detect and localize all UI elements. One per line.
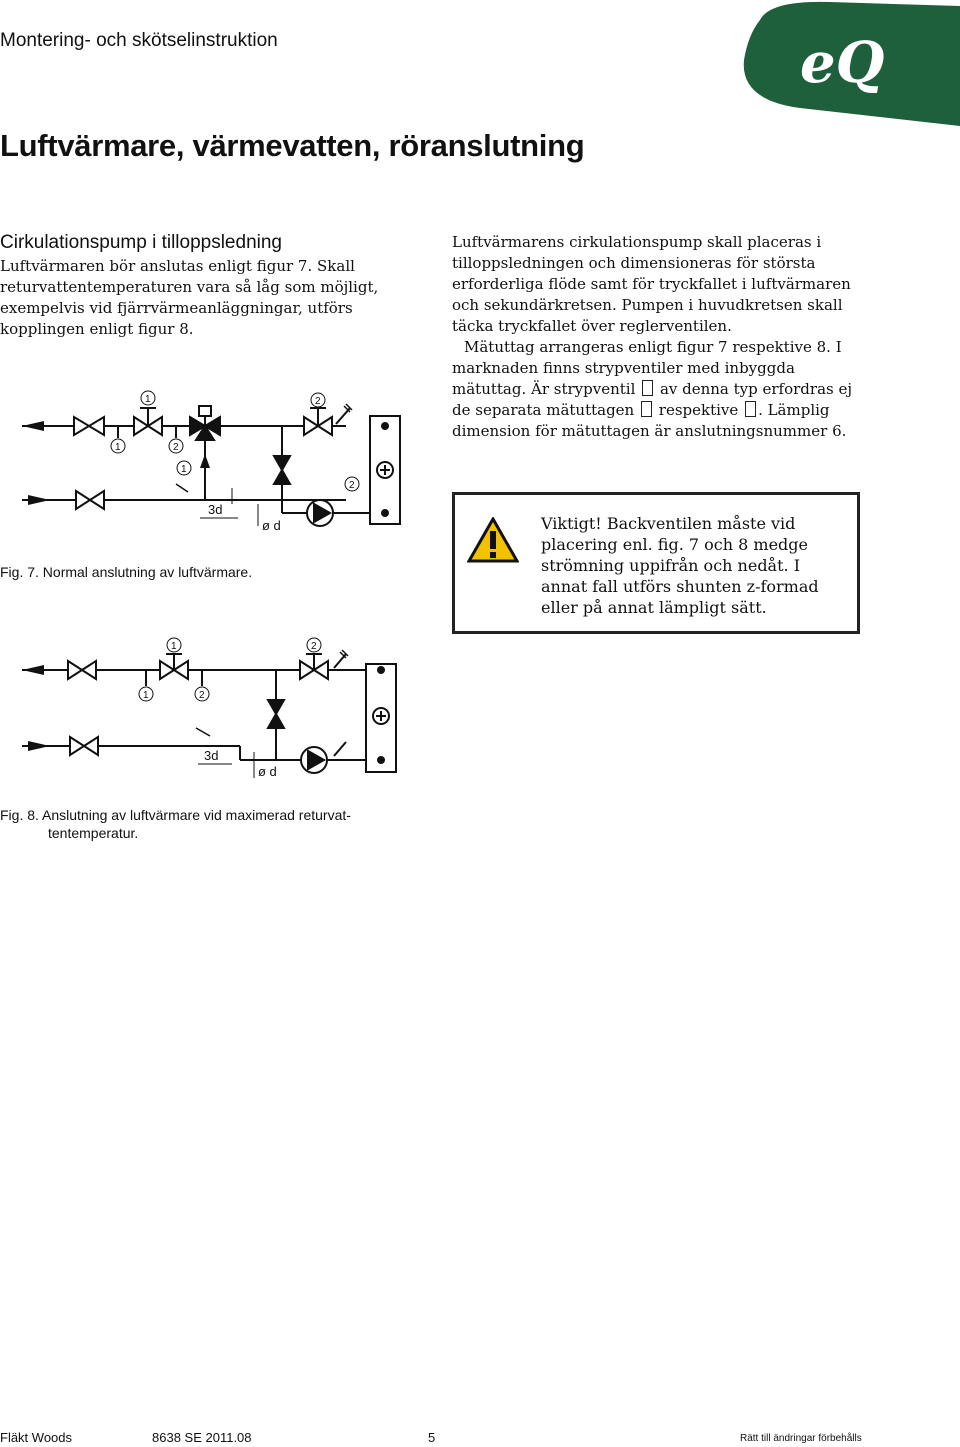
pump-paragraph: Luftvärmarens cirkulationspump skall placeras i tilloppsledningen och dimensioneras för största erforderliga flöde samt för tryckfallet i luftvärmaren och sekundärkretsen. Pumpen i huvudkretsen skall täcka tryckfallet över reglerventilen. (452, 233, 851, 335)
svg-text:1: 1 (145, 394, 151, 405)
reference-box-icon (745, 401, 756, 417)
left-column (0, 232, 410, 340)
footer-rights: Rätt till ändringar förbehålls (740, 1433, 862, 1444)
measurement-text-d: . Lämplig dimension för mätuttagen är anslutningsnummer 6. (452, 401, 847, 440)
right-column (452, 232, 858, 442)
fig8-caption-line1: Fig. 8. Anslutning av luftvärmare vid maximerad returvat- (0, 807, 351, 823)
reference-box-icon (641, 401, 652, 417)
svg-text:2: 2 (349, 480, 355, 491)
warning-triangle-icon (467, 517, 519, 563)
section-subheading: Cirkulationspump i tilloppsledning (0, 232, 282, 253)
page-heading: Luftvärmare, värmevatten, röranslutning (0, 128, 585, 163)
measurement-text-a: Mätuttag arrangeras enligt figur 7 respektive 8. I marknaden finns strypventiler med inbyggda mätuttag. Är strypventil (452, 338, 842, 398)
svg-text:2: 2 (199, 690, 205, 701)
footer-doc-number: 8638 SE 2011.08 (152, 1430, 252, 1445)
svg-text:2: 2 (311, 641, 317, 652)
fig7-3d-label: 3d (208, 502, 223, 517)
fig8-caption-line2: tentemperatur. (48, 825, 139, 841)
eq-logo (740, 0, 960, 126)
svg-text:1: 1 (181, 464, 187, 475)
fig7-od-label: ø d (262, 518, 281, 533)
fig8-caption (0, 806, 390, 842)
document-header-title: Montering- och skötselinstruktion (0, 30, 278, 51)
measurement-paragraph (452, 337, 858, 442)
fig7-caption: Fig. 7. Normal anslutning av luftvärmare. (0, 564, 253, 580)
fig8-od-label: ø d (258, 764, 277, 779)
svg-text:2: 2 (315, 396, 321, 407)
fig8-3d-label: 3d (204, 748, 219, 763)
fig8-diagram (0, 630, 410, 790)
svg-text:1: 1 (143, 690, 149, 701)
fig7-diagram (0, 380, 410, 540)
warning-text: Viktigt! Backventilen måste vid placering enl. fig. 7 och 8 medge strömning uppifrån och nedåt. I annat fall utförs shunten z-formad eller på annat lämpligt sätt. (541, 514, 819, 617)
svg-text:1: 1 (115, 442, 121, 453)
reference-box-icon (642, 380, 653, 396)
svg-text:2: 2 (173, 442, 179, 453)
intro-paragraph: Luftvärmaren bör anslutas enligt figur 7. Skall returvattentemperaturen vara så låg som möjligt, exempelvis vid fjärrvärmeanläggningar, utförs kopplingen enligt figur 8. (0, 257, 379, 338)
measurement-text-b: av denna typ erfordras ej de separata mätuttagen (452, 380, 853, 419)
measurement-text-c: respektive (658, 401, 739, 419)
svg-text:1: 1 (171, 641, 177, 652)
footer-page-number: 5 (428, 1430, 436, 1445)
warning-box (452, 492, 860, 634)
svg-text:eQ: eQ (800, 30, 885, 96)
footer-company: Fläkt Woods (0, 1430, 73, 1445)
